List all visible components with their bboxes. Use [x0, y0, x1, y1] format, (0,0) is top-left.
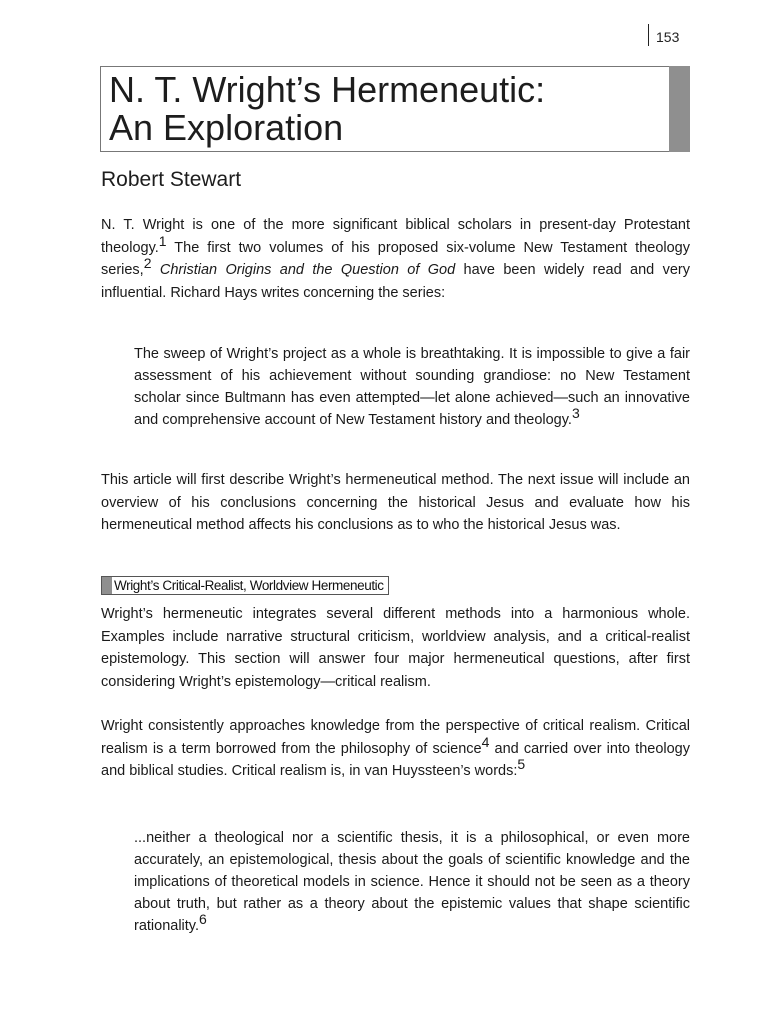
section-heading-text: Wright’s Critical-Realist, Worldview Hermeneutic: [114, 578, 384, 593]
page-number-marker: [648, 24, 679, 46]
section-heading-bar: [102, 577, 112, 594]
footnote-ref-4[interactable]: 4: [481, 733, 490, 750]
para4-text-1: Wright consistently approaches knowledge from the perspective of critical realism. Critical realism is a term borrowed from the philosophy of science: [101, 718, 690, 757]
footnote-ref-3[interactable]: 3: [571, 405, 580, 421]
footnote-ref-6[interactable]: 6: [199, 911, 207, 927]
critical-realism-paragraph: [101, 715, 690, 783]
hermeneutic-paragraph: Wright’s hermeneutic integrates several different methods into a harmonious whole. Examples include narrative structural criticism, worldview analysis, and a critical-realist epistemology. This section will answer four major hermeneutical questions, after first considering Wright’s epistemology—critical realism.: [101, 606, 690, 690]
para1-text-1: N. T. Wright is one of the more significant biblical scholars in present-day Protestant theology.: [101, 217, 690, 256]
author-name: Robert Stewart: [101, 168, 242, 191]
footnote-ref-1[interactable]: 1: [158, 232, 167, 249]
intro-paragraph: [101, 214, 690, 304]
para1-text-2: The first two volumes of his proposed six-volume New Testament theology series,: [101, 239, 690, 278]
footnote-ref-2[interactable]: 2: [143, 255, 152, 271]
block-quote-van-huyssteen: [134, 827, 690, 937]
para1-text-3: have been widely read and very influential. Richard Hays writes concerning the series:: [101, 262, 690, 301]
series-title: Christian Origins and the Question of God: [151, 262, 456, 278]
title-line-2: An Exploration: [109, 107, 344, 148]
page-number: 153: [656, 29, 680, 45]
section-heading: [101, 576, 389, 595]
article-overview-paragraph: This article will first describe Wright’s hermeneutical method. The next issue will include an overview of his conclusions concerning the historical Jesus and evaluate how his hermeneutical method affects his conclusions as to who the historical Jesus was.: [101, 472, 690, 533]
footnote-ref-5[interactable]: 5: [517, 756, 526, 772]
block-quote-hays: [134, 343, 690, 431]
quote2-text: ...neither a theological nor a scientific thesis, it is a philosophical, or even more accurately, an epistemological, thesis about the goals of scientific knowledge and the implications of theoretical models in science. Hence it should not be seen as a theory about truth, but rather as a theory about the epistemic values that shape scientific rationality.: [134, 830, 690, 934]
title-line-1: N. T. Wright’s Hermeneutic:: [109, 69, 546, 110]
title-box: [100, 66, 690, 152]
article-title: [109, 71, 545, 147]
quote1-text: The sweep of Wright’s project as a whole is breathtaking. It is impossible to give a fair assessment of his achievement without sounding grandiose: no New Testament scholar since Bultmann has even attempted—let alone achieved—such an innovative and comprehensive account of New Testament history and theology.: [134, 346, 690, 428]
title-accent-bar: [669, 66, 690, 152]
para4-text-2: and carried over into theology and biblical studies. Critical realism is, in van Huyssteen’s words:: [101, 740, 690, 779]
